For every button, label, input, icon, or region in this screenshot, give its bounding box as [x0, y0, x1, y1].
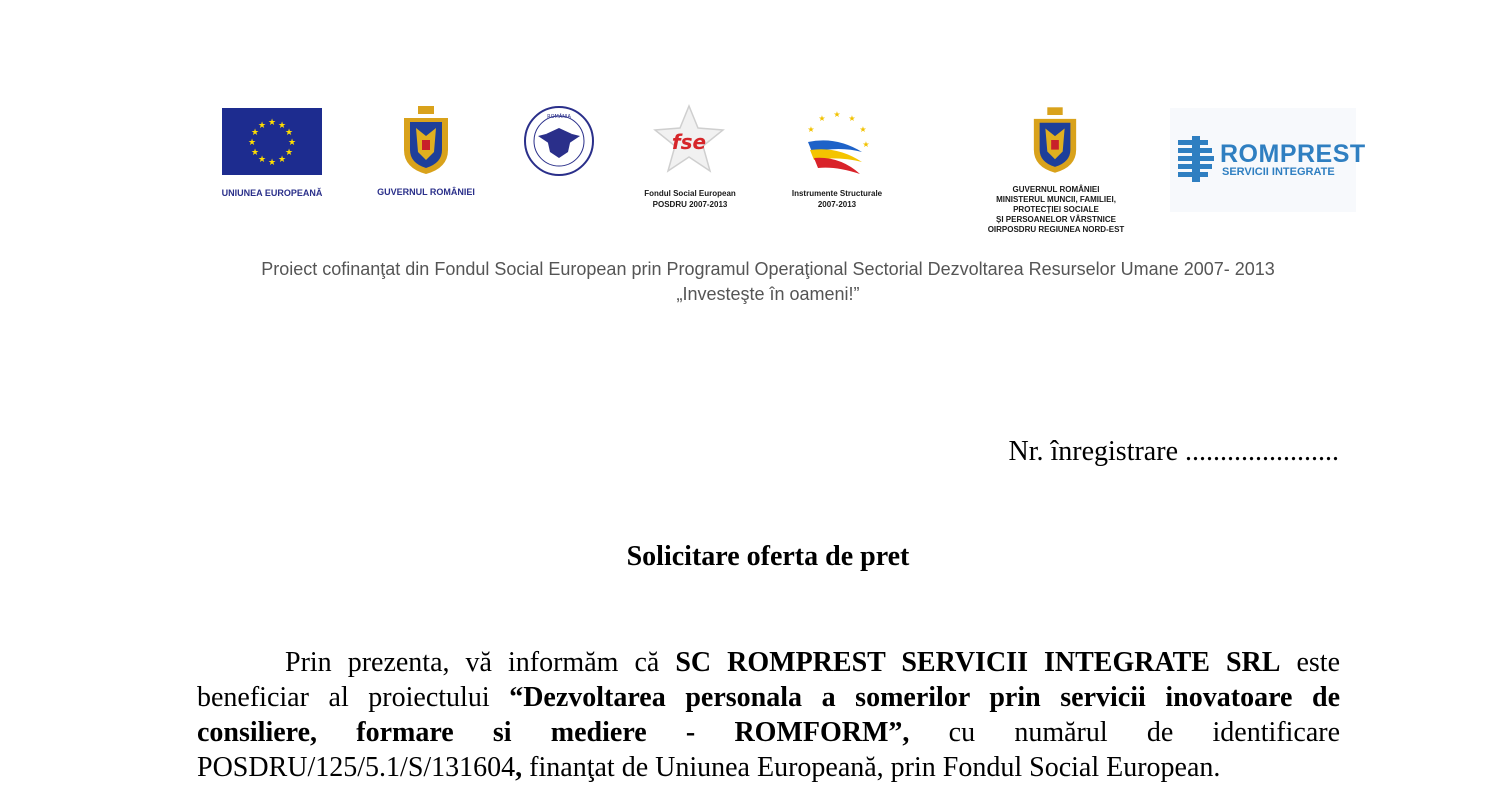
- seal-icon: [524, 106, 594, 176]
- gov-caption: GUVERNUL ROMÂNIEI: [377, 187, 475, 197]
- svg-text:★: ★: [833, 110, 841, 119]
- fse-mark: fse: [671, 130, 707, 154]
- svg-text:★: ★: [257, 121, 267, 131]
- svg-text:★: ★: [284, 128, 294, 138]
- company-name: SC ROMPREST SERVICII INTEGRATE SRL: [675, 647, 1281, 678]
- ministry-caption-line-1: GUVERNUL ROMÂNIEI: [1012, 185, 1100, 194]
- svg-text:★: ★: [257, 155, 267, 165]
- is-caption-line-1: Instrumente Structurale: [791, 189, 883, 198]
- svg-text:★: ★: [277, 121, 287, 131]
- gov-logo: [400, 106, 452, 179]
- svg-text:★: ★: [287, 138, 297, 148]
- romprest-name: ROMPREST: [1220, 140, 1366, 168]
- structural-instruments-logo: [800, 108, 874, 183]
- svg-text:★: ★: [284, 148, 294, 158]
- fse-caption-line-1: Fondul Social European: [644, 189, 736, 198]
- cofinancing-text: Proiect cofinanţat din Fondul Social European prin Programul Operaţional Sectorial Dezvoltarea Resurselor Umane 2007- 2013: [261, 259, 1275, 279]
- fse-caption-line-2: POSDRU 2007-2013: [652, 200, 728, 209]
- fse-star-icon: [652, 104, 726, 174]
- eu-caption: UNIUNEA EUROPEANĂ: [221, 188, 323, 198]
- svg-text:★: ★: [862, 140, 870, 149]
- svg-text:★: ★: [250, 148, 260, 158]
- eu-flag-icon: [222, 108, 322, 175]
- p1-beneficiary: este beneficiar al proiectului: [197, 647, 1341, 713]
- ministry-coat-of-arms-icon: [1030, 106, 1080, 174]
- structural-instruments-caption: [778, 188, 896, 210]
- svg-text:★: ★: [267, 118, 277, 128]
- project-name: “Dezvoltarea personala a somerilor prin servicii inovatoare de consiliere, formare si mediere - ROMFORM”,: [197, 682, 1341, 748]
- body-paragraph: [197, 645, 1340, 785]
- p1-intro: Prin prezenta, vă informăm că: [285, 647, 676, 678]
- ministry-caption-line-2: MINISTERUL MUNCII, FAMILIEI,: [996, 195, 1116, 204]
- p1-id: cu numărul de identificare POSDRU/125/5.1/S/131604: [197, 717, 1340, 783]
- svg-text:★: ★: [247, 138, 257, 148]
- is-caption-line-2: 2007-2013: [817, 200, 857, 209]
- ministry-logo: [1030, 106, 1080, 179]
- svg-text:★: ★: [859, 125, 867, 134]
- fse-logo: [652, 104, 726, 179]
- romprest-building-icon: [1178, 136, 1218, 182]
- svg-text:★: ★: [807, 125, 815, 134]
- coat-of-arms-icon: [400, 106, 452, 174]
- registration-number: Nr. înregistrare ......................: [1008, 436, 1339, 467]
- romprest-tagline: SERVICII INTEGRATE: [1222, 166, 1335, 178]
- ministry-caption-line-5: OIRPOSDRU REGIUNEA NORD-EST: [987, 225, 1125, 234]
- svg-text:★: ★: [277, 155, 287, 165]
- eu-logo: [222, 108, 322, 180]
- svg-text:★: ★: [818, 114, 826, 123]
- ministry-caption: [970, 185, 1142, 235]
- document-title: Solicitare oferta de pret: [626, 541, 910, 572]
- motto: „Investeşte în oameni!”: [676, 284, 860, 304]
- cofinancing-note: [150, 257, 1386, 307]
- romania-seal-logo: [524, 106, 594, 181]
- romprest-logo: [1170, 108, 1366, 212]
- p1-comma: ,: [515, 752, 523, 783]
- svg-text:★: ★: [250, 128, 260, 138]
- svg-text:★: ★: [267, 158, 277, 168]
- ministry-caption-line-4: ȘI PERSOANELOR VÂRSTNICE: [995, 215, 1116, 224]
- svg-text:★: ★: [848, 114, 856, 123]
- fse-caption: [630, 188, 750, 210]
- structural-instruments-icon: [800, 108, 874, 178]
- seal-text: ROMÂNIA: [547, 114, 571, 120]
- ministry-caption-line-3: PROTECȚIEI SOCIALE: [1013, 205, 1099, 214]
- p1-funding: finanţat de Uniunea Europeană, prin Fondul Social European.: [522, 752, 1221, 783]
